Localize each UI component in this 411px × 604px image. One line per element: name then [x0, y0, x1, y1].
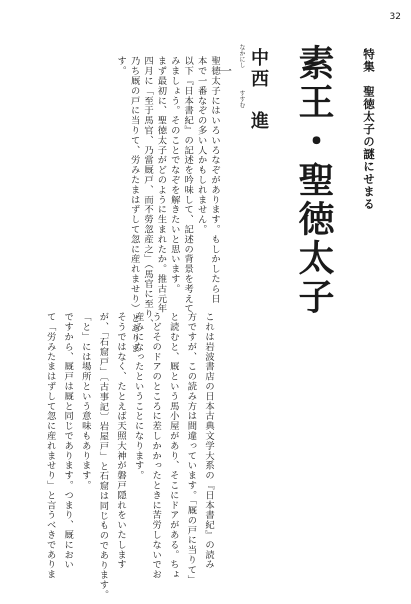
author-name: 中西 進: [248, 48, 269, 132]
page-number: 32: [389, 12, 401, 22]
text-column: うどそのドアのところに差しかかったときに苦労しないでお: [150, 312, 162, 580]
text-column: 聖徳太子にはいろいろなぞがあります。もしかしたら日: [209, 56, 220, 304]
text-column: まず最初に、聖徳太子がどのように生まれたか。推古元年: [155, 56, 167, 314]
text-column: ですから、厩戸は厩と同じであります。つまり、厩におい: [62, 312, 74, 570]
text-column: て「労みたまはずして忽に産れませり」と言うべきでありま: [44, 312, 56, 580]
series-heading: 特集 聖徳太子の謎にせまる: [362, 48, 376, 211]
text-column: 以下『日本書紀』の記述を吟味して、記述の背景を考えて: [182, 56, 194, 314]
text-column: これは岩波書店の日本古典文学大系の『日本書紀』の読み: [203, 312, 214, 570]
text-column: す。: [115, 56, 127, 76]
text-column: と読むと、厩という馬小屋があり、そこにドアがある。ちょ: [167, 312, 179, 580]
text-column: みましょう。そのことでなぞを解きたいと思います。: [168, 56, 180, 294]
text-column: 産みになったということになります。: [132, 312, 144, 481]
text-column: 乃ち厩の戸に当りて、労みたまはずして忽に産れませり）とありま: [128, 56, 140, 353]
text-column: そうではなく、たとえば天照大神が磐戸隠れをいたします: [115, 312, 126, 570]
text-column: 本で一番なぞの多い人かもしれません。: [195, 56, 207, 235]
section-number: 一: [216, 64, 231, 77]
text-column: 「と」には場所という意味もあります。: [79, 312, 91, 491]
text-column: 方ですが、この読み方は間違っています。「厩の戸に当りて」: [185, 312, 197, 585]
author-ruby-family: なかにし: [238, 44, 245, 68]
author-ruby-given: すすむ: [238, 90, 245, 108]
text-column: 四月に「至于馬官、乃當厩戸、而不勞忽産之」（馬官に至り、: [142, 56, 153, 329]
text-column: が、「石窟戸」〔古事記〕岩屋戸」と石窟は同じものであります。: [97, 312, 109, 600]
article-title: 素王・聖徳太子: [293, 44, 334, 317]
